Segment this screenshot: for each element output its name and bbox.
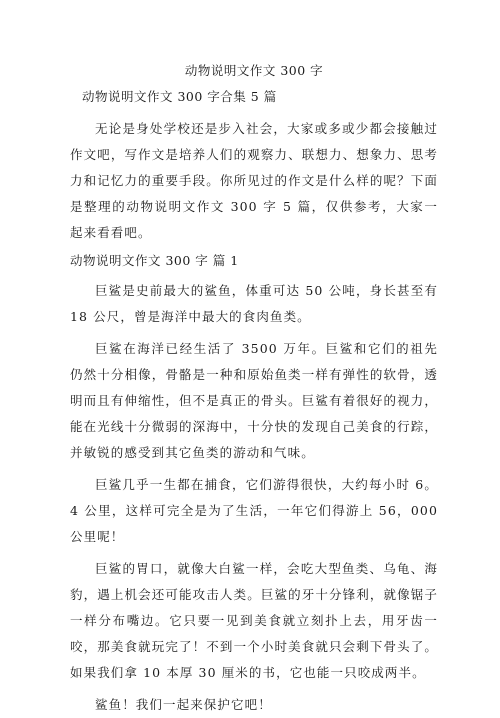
document-title: 动物说明文作文 300 字	[184, 63, 324, 78]
body-paragraph: 巨鲨几乎一生都在捕食，它们游得很快，大约每小时 6。4 公里，这样可完全是为了生活，一年它们得游上 56，000 公里呢！	[70, 477, 438, 544]
document-subtitle: 动物说明文作文 300 字合集 5 篇	[82, 89, 277, 104]
section-heading: 动物说明文作文 300 字 篇 1	[70, 253, 239, 268]
intro-paragraph: 无论是身处学校还是步入社会，大家或多或少都会接触过作文吧，写作文是培养人们的观察力、联想力、想象力、思考力和记忆力的重要手段。你所见过的作文是什么样的呢？下面是整理的动物说明文作文 300 字 5 篇，仅供参考，大家一起来看看吧。	[70, 121, 438, 240]
body-paragraph: 巨鲨是史前最大的鲨鱼，体重可达 50 公吨，身长甚至有 18 公尺，曾是海洋中最大的食肉鱼类。	[70, 283, 438, 324]
body-paragraph: 巨鲨在海洋已经生活了 3500 万年。巨鲨和它们的祖先仍然十分相像，骨骼是一种和原始鱼类一样有弹性的软骨，透明而且有伸缩性，但不是真正的骨头。巨鲨有着很好的视力，能在光线十分微弱的深海中，十分快的发现自己美食的行踪，并敏锐的感受到其它鱼类的游动和气味。	[70, 341, 438, 460]
body-paragraph: 巨鲨的胃口，就像大白鲨一样，会吃大型鱼类、乌龟、海豹，遇上机会还可能攻击人类。巨鲨的牙十分锋利，就像锯子一样分布嘴边。它只要一见到美食就立刻扑上去，用牙齿一咬，那美食就玩完了！不到一个小时美食就只会剩下骨头了。如果我们拿 10 本厚 30 厘米的书，它也能一只咬成两半。	[70, 561, 438, 680]
body-paragraph: 鲨鱼！我们一起来保护它吧！	[95, 697, 272, 712]
